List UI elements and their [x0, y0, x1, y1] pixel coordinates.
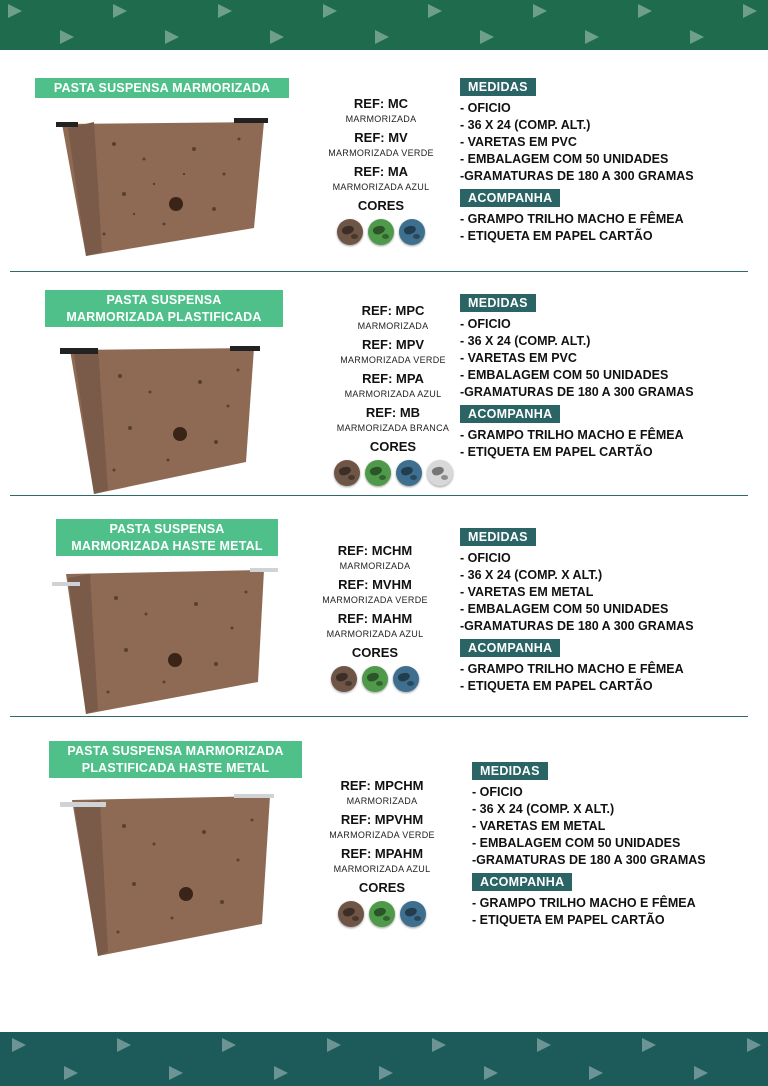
- medidas-item: - 36 X 24 (COMP. X ALT.): [460, 568, 603, 582]
- ref-code: REF: MPV: [361, 337, 425, 352]
- triangle-pattern-icon: [8, 4, 22, 18]
- ref-code: REF: MC: [353, 96, 409, 111]
- triangle-pattern-icon: [585, 30, 599, 44]
- triangle-pattern-icon: [480, 30, 494, 44]
- ref-code: REF: MVHM: [338, 577, 412, 592]
- triangle-pattern-icon: [222, 1038, 236, 1052]
- ref-description: MARMORIZADA: [357, 321, 429, 331]
- color-swatches: [307, 901, 457, 927]
- spec-block: [460, 528, 694, 699]
- triangle-pattern-icon: [379, 1066, 393, 1080]
- hanging-folder-image: [50, 564, 280, 716]
- ref-description: MARMORIZADA VERDE: [322, 595, 428, 605]
- color-swatch-green: [362, 666, 388, 692]
- acompanha-list: [460, 211, 694, 245]
- triangle-pattern-icon: [638, 4, 652, 18]
- medidas-item: - VARETAS EM PVC: [460, 135, 577, 149]
- medidas-item: - VARETAS EM METAL: [460, 585, 594, 599]
- medidas-list: [460, 550, 694, 635]
- medidas-item: - 36 X 24 (COMP. ALT.): [460, 334, 591, 348]
- spec-block: [460, 294, 694, 465]
- product-title: [45, 290, 283, 327]
- medidas-item: -GRAMATURAS DE 180 A 300 GRAMAS: [460, 619, 694, 633]
- spec-block: [472, 762, 706, 933]
- triangle-pattern-icon: [694, 1066, 708, 1080]
- section-divider: [10, 495, 748, 496]
- product-title: [49, 741, 302, 778]
- triangle-pattern-icon: [165, 30, 179, 44]
- spec-block: [460, 78, 694, 249]
- medidas-item: - EMBALAGEM COM 50 UNIDADES: [460, 152, 669, 166]
- section-divider: [10, 716, 748, 717]
- medidas-item: - EMBALAGEM COM 50 UNIDADES: [472, 836, 681, 850]
- triangle-pattern-icon: [743, 4, 757, 18]
- triangle-pattern-icon: [484, 1066, 498, 1080]
- ref-description: MARMORIZADA: [339, 561, 411, 571]
- medidas-item: - EMBALAGEM COM 50 UNIDADES: [460, 602, 669, 616]
- medidas-header: MEDIDAS: [460, 528, 536, 546]
- medidas-item: - EMBALAGEM COM 50 UNIDADES: [460, 368, 669, 382]
- medidas-list: [460, 316, 694, 401]
- triangle-pattern-icon: [12, 1038, 26, 1052]
- medidas-item: - OFICIO: [472, 785, 523, 799]
- ref-code: REF: MPVHM: [340, 812, 424, 827]
- triangle-pattern-icon: [537, 1038, 551, 1052]
- color-swatch-blue: [399, 219, 425, 245]
- hanging-folder-image: [54, 114, 270, 260]
- color-swatch-green: [368, 219, 394, 245]
- triangle-pattern-icon: [270, 30, 284, 44]
- acompanha-list: [460, 427, 694, 461]
- color-swatch-brown: [337, 219, 363, 245]
- acompanha-item: - ETIQUETA EM PAPEL CARTÃO: [472, 913, 665, 927]
- bottom-decorative-band: [0, 1032, 768, 1086]
- ref-description: MARMORIZADA AZUL: [326, 629, 424, 639]
- cores-label: CORES: [358, 880, 406, 895]
- triangle-pattern-icon: [169, 1066, 183, 1080]
- triangle-pattern-icon: [428, 4, 442, 18]
- product-title-line: PASTA SUSPENSA: [106, 292, 222, 307]
- product-title-line: MARMORIZADA HASTE METAL: [71, 538, 263, 553]
- ref-code: REF: MAHM: [337, 611, 413, 626]
- acompanha-item: - ETIQUETA EM PAPEL CARTÃO: [460, 445, 653, 459]
- cores-label: CORES: [357, 198, 405, 213]
- color-swatch-green: [365, 460, 391, 486]
- triangle-pattern-icon: [533, 4, 547, 18]
- ref-description: MARMORIZADA BRANCA: [336, 423, 450, 433]
- acompanha-header: ACOMPANHA: [460, 405, 560, 423]
- product-title-line: PLASTIFICADA HASTE METAL: [81, 760, 270, 775]
- medidas-item: -GRAMATURAS DE 180 A 300 GRAMAS: [460, 169, 694, 183]
- medidas-item: - OFICIO: [460, 101, 511, 115]
- color-swatch-blue: [393, 666, 419, 692]
- triangle-pattern-icon: [60, 30, 74, 44]
- product-title-line: PASTA SUSPENSA MARMORIZADA: [67, 743, 284, 758]
- reference-list: [318, 303, 468, 486]
- triangle-pattern-icon: [589, 1066, 603, 1080]
- color-swatch-white: [427, 460, 453, 486]
- ref-code: REF: MV: [354, 130, 408, 145]
- color-swatches: [300, 666, 450, 692]
- triangle-pattern-icon: [375, 30, 389, 44]
- acompanha-item: - GRAMPO TRILHO MACHO E FÊMEA: [460, 662, 684, 676]
- color-swatch-blue: [396, 460, 422, 486]
- acompanha-header: ACOMPANHA: [460, 189, 560, 207]
- ref-description: MARMORIZADA VERDE: [328, 148, 434, 158]
- triangle-pattern-icon: [274, 1066, 288, 1080]
- medidas-item: - OFICIO: [460, 317, 511, 331]
- medidas-header: MEDIDAS: [472, 762, 548, 780]
- medidas-item: - 36 X 24 (COMP. X ALT.): [472, 802, 615, 816]
- medidas-header: MEDIDAS: [460, 294, 536, 312]
- acompanha-header: ACOMPANHA: [460, 639, 560, 657]
- acompanha-item: - ETIQUETA EM PAPEL CARTÃO: [460, 679, 653, 693]
- ref-description: MARMORIZADA AZUL: [332, 182, 430, 192]
- color-swatch-brown: [331, 666, 357, 692]
- color-swatches: [318, 460, 468, 486]
- acompanha-list: [472, 895, 706, 929]
- color-swatches: [306, 219, 456, 245]
- acompanha-item: - ETIQUETA EM PAPEL CARTÃO: [460, 229, 653, 243]
- medidas-item: -GRAMATURAS DE 180 A 300 GRAMAS: [460, 385, 694, 399]
- medidas-item: - VARETAS EM PVC: [460, 351, 577, 365]
- reference-list: [307, 778, 457, 927]
- medidas-item: - OFICIO: [460, 551, 511, 565]
- triangle-pattern-icon: [218, 4, 232, 18]
- reference-list: [300, 543, 450, 692]
- triangle-pattern-icon: [64, 1066, 78, 1080]
- ref-code: REF: MPAHM: [340, 846, 424, 861]
- medidas-list: [472, 784, 706, 869]
- medidas-item: - 36 X 24 (COMP. ALT.): [460, 118, 591, 132]
- triangle-pattern-icon: [327, 1038, 341, 1052]
- ref-code: REF: MB: [365, 405, 421, 420]
- ref-code: REF: MPC: [361, 303, 425, 318]
- triangle-pattern-icon: [642, 1038, 656, 1052]
- triangle-pattern-icon: [113, 4, 127, 18]
- product-title: [35, 78, 289, 98]
- ref-code: REF: MA: [353, 164, 409, 179]
- ref-code: REF: MPA: [362, 371, 424, 386]
- color-swatch-blue: [400, 901, 426, 927]
- acompanha-list: [460, 661, 694, 695]
- triangle-pattern-icon: [747, 1038, 761, 1052]
- product-title-line: PASTA SUSPENSA MARMORIZADA: [53, 80, 271, 95]
- triangle-pattern-icon: [432, 1038, 446, 1052]
- medidas-item: -GRAMATURAS DE 180 A 300 GRAMAS: [472, 853, 706, 867]
- ref-description: MARMORIZADA: [345, 114, 417, 124]
- triangle-pattern-icon: [323, 4, 337, 18]
- product-title: [56, 519, 278, 556]
- medidas-item: - VARETAS EM METAL: [472, 819, 606, 833]
- medidas-header: MEDIDAS: [460, 78, 536, 96]
- triangle-pattern-icon: [117, 1038, 131, 1052]
- ref-description: MARMORIZADA AZUL: [344, 389, 442, 399]
- color-swatch-green: [369, 901, 395, 927]
- ref-description: MARMORIZADA VERDE: [329, 830, 435, 840]
- top-decorative-band: [0, 0, 768, 50]
- ref-description: MARMORIZADA VERDE: [340, 355, 446, 365]
- hanging-folder-image: [58, 342, 262, 498]
- ref-code: REF: MPCHM: [340, 778, 424, 793]
- product-title-line: MARMORIZADA PLASTIFICADA: [66, 309, 262, 324]
- acompanha-item: - GRAMPO TRILHO MACHO E FÊMEA: [472, 896, 696, 910]
- acompanha-item: - GRAMPO TRILHO MACHO E FÊMEA: [460, 428, 684, 442]
- product-title-line: PASTA SUSPENSA: [109, 521, 225, 536]
- cores-label: CORES: [369, 439, 417, 454]
- cores-label: CORES: [351, 645, 399, 660]
- hanging-folder-image: [58, 790, 278, 960]
- reference-list: [306, 96, 456, 245]
- color-swatch-brown: [338, 901, 364, 927]
- triangle-pattern-icon: [690, 30, 704, 44]
- ref-description: MARMORIZADA: [346, 796, 418, 806]
- acompanha-header: ACOMPANHA: [472, 873, 572, 891]
- acompanha-item: - GRAMPO TRILHO MACHO E FÊMEA: [460, 212, 684, 226]
- color-swatch-brown: [334, 460, 360, 486]
- ref-code: REF: MCHM: [337, 543, 413, 558]
- medidas-list: [460, 100, 694, 185]
- section-divider: [10, 271, 748, 272]
- ref-description: MARMORIZADA AZUL: [333, 864, 431, 874]
